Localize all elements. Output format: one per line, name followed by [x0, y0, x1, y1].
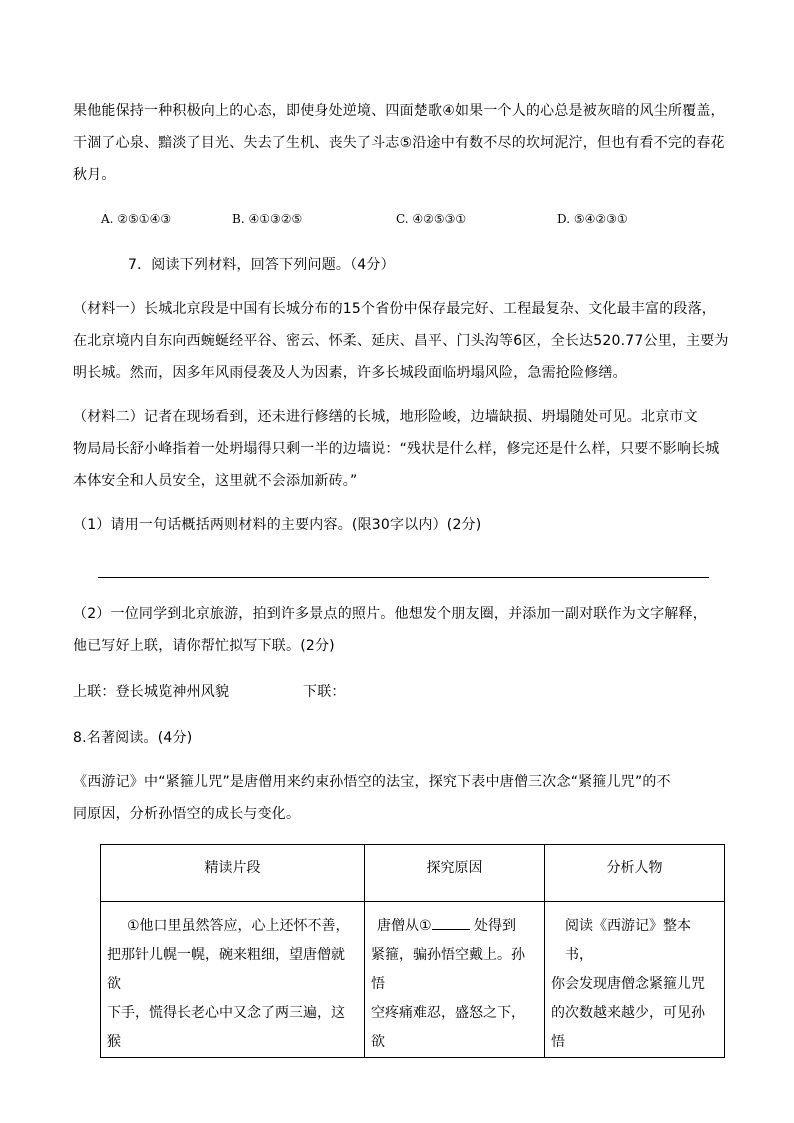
question-8-intro-line-1: 《西游记》中“紧箍儿咒”是唐僧用来约束孙悟空的法宝，探究下表中唐僧三次念“紧箍儿咒”的不 [73, 774, 671, 790]
passage-line-3: 秋月。 [73, 167, 116, 183]
material-1-line-1: （材料一）长城北京段是中国有长城分布的15个省份中保存最完好、工程最复杂、文化最丰富的段落， [73, 301, 717, 317]
reason-prefix: 唐僧从① [377, 918, 432, 934]
question-8-title: 8.名著阅读。(4分) [73, 730, 193, 746]
subquestion-2-line-2: 他已写好上联，请你帮忙拟写下联。(2分) [73, 638, 335, 654]
answer-line[interactable] [98, 577, 709, 578]
material-2-line-2: 物局局长舒小峰指着一处坍塌得只剩一半的边墙说：“残状是什么样，修完还是什么样，只要不影响长城 [73, 441, 720, 457]
material-1-line-2: 在北京境内自东向西蜿蜒经平谷、密云、怀柔、延庆、昌平、门头沟等6区，全长达520.77公里，主要为 [73, 333, 729, 349]
reason-line-1 [371, 912, 538, 941]
table-header-reason: 探究原因 [365, 845, 545, 902]
analysis-line: 你会发现唐僧念紧箍儿咒 [551, 976, 705, 992]
excerpt-line: ①他口里虽然答应，心上还怀不善， [127, 918, 350, 934]
choice-a[interactable]: A. ②⑤①④③ [101, 212, 172, 226]
couplet-upper: 上联：登长城览神州风貌 [73, 684, 230, 700]
choice-c[interactable]: C. ④②⑤③① [396, 212, 467, 226]
excerpt-line: 下手，慌得长老心中又念了两三遍，这猴 [107, 1005, 345, 1050]
material-2-line-3: 本体安全和人员安全，这里就不会添加新砖。” [73, 473, 358, 489]
answer-blank-1[interactable] [432, 915, 470, 930]
reason-line: 空疼痛难忍，盛怒之下，欲 [371, 1005, 525, 1050]
question-7-title: 7．阅读下列材料，回答下列问题。（4分） [128, 257, 395, 273]
table-header-excerpt: 精读片段 [101, 845, 365, 902]
table-cell-excerpt [101, 902, 365, 1058]
table-header-analysis: 分析人物 [545, 845, 725, 902]
table-cell-analysis [545, 902, 725, 1058]
analysis-line: 阅读《西游记》整本书， [565, 918, 691, 963]
reading-table [100, 844, 725, 1058]
analysis-line: 的次数越来越少，可见孙悟 [551, 1005, 705, 1050]
table-cell-reason [365, 902, 545, 1058]
subquestion-2-line-1: （2）一位同学到北京旅游，拍到许多景点的照片。他想发个朋友圈，并添加一副对联作为文字解释， [73, 606, 707, 622]
reason-suffix: 处得到 [474, 918, 517, 934]
choice-b[interactable]: B. ④①③②⑤ [232, 212, 303, 226]
question-8-intro-line-2: 同原因，分析孙悟空的成长与变化。 [73, 806, 301, 822]
choice-d[interactable]: D. ⑤④②③① [557, 212, 628, 226]
subquestion-1: （1）请用一句话概括两则材料的主要内容。(限30字以内）(2分) [73, 517, 482, 533]
material-1-line-3: 明长城。然而，因多年风雨侵袭及人为因素，许多长城段面临坍塌风险，急需抢险修缮。 [73, 365, 627, 381]
couplet-lower-label: 下联： [303, 684, 346, 700]
material-2-line-1: （材料二）记者在现场看到，还未进行修缮的长城，地形险峻，边墙缺损、坍塌随处可见。北京市文 [73, 409, 698, 425]
passage-line-2: 干涸了心泉、黯淡了目光、失去了生机、丧失了斗志⑤沿途中有数不尽的坎坷泥泞，但也有看不完的春花 [73, 135, 725, 151]
reason-line: 紧箍，骗孙悟空戴上。孙悟 [371, 947, 525, 992]
excerpt-line: 把那针儿幌一幌，碗来粗细，望唐僧就欲 [107, 947, 345, 992]
passage-line-1: 果他能保持一种积极向上的心态，即使身处逆境、四面楚歌④如果一个人的心总是被灰暗的风尘所覆盖， [73, 103, 725, 119]
